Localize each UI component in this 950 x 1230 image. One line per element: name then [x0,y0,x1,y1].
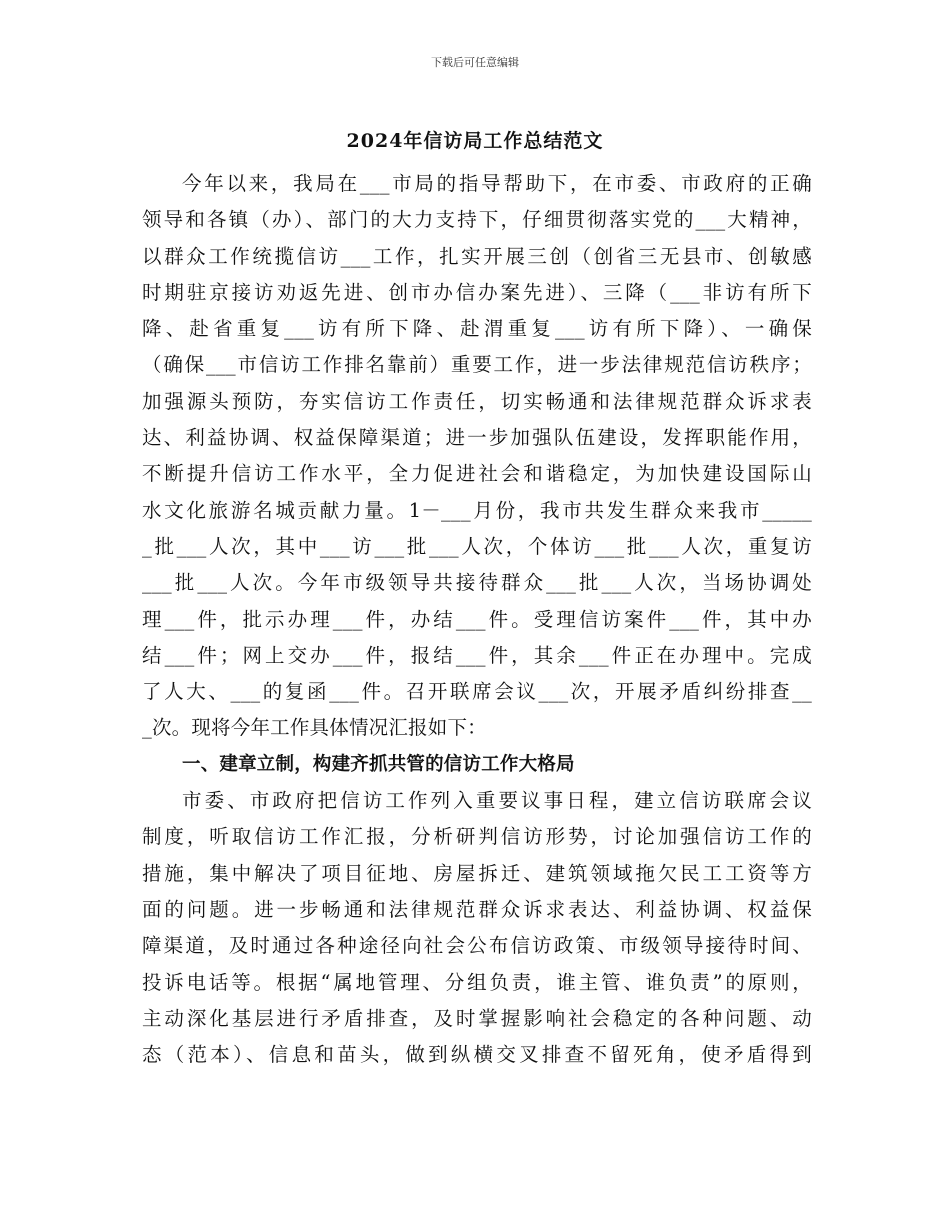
body-line: 了人大、___的复函___件。召开联席会议___次，开展矛盾纠纷排查__ [142,680,812,704]
body-line: 制度，听取信访工作汇报，分析研判信访形势，讨论加强信访工作的 [142,825,812,849]
document-body [142,166,812,1073]
body-line: 时期驻京接访劝返先进、创市办信办案先进）、三降（___非访有所下 [142,280,812,304]
section-heading: 一、建章立制，构建齐抓共管的信访工作大格局 [182,753,575,775]
body-line: _次。现将今年工作具体情况汇报如下： [142,716,487,740]
document-title: 2024年信访局工作总结范文 [346,130,604,152]
body-line: _批___人次，其中___访___批___人次，个体访___批___人次，重复访 [142,534,812,558]
body-line: 理___件，批示办理___件，办结___件。受理信访案件___件，其中办 [142,607,812,631]
body-line: 今年以来，我局在___市局的指导帮助下，在市委、市政府的正确 [182,172,812,195]
body-line: 以群众工作统揽信访___工作，扎实开展三创（创省三无县市、创敏感 [142,244,812,268]
body-line: 态（范本）、信息和苗头，做到纵横交叉排查不留死角，使矛盾得到 [142,1043,812,1067]
body-line: 主动深化基层进行矛盾排查，及时掌握影响社会稳定的各种问题、动 [142,1006,812,1030]
body-line: 领导和各镇（办）、部门的大力支持下，仔细贯彻落实党的___大精神， [142,208,812,232]
body-line: 面的问题。进一步畅通和法律规范群众诉求表达、利益协调、权益保 [142,897,812,921]
body-line: 障渠道，及时通过各种途径向社会公布信访政策、市级领导接待时间、 [142,934,812,958]
body-line: 降、赴省重复___访有所下降、赴渭重复___访有所下降）、一确保 [142,317,812,341]
body-line: （确保___市信访工作排名靠前）重要工作，进一步法律规范信访秩序； [142,353,812,377]
body-line: 加强源头预防，夯实信访工作责任，切实畅通和法律规范群众诉求表 [142,389,812,413]
body-line: 结___件；网上交办___件，报结___件，其余___件正在办理中。完成 [142,643,812,667]
body-line: 措施，集中解决了项目征地、房屋拆迁、建筑领域拖欠民工工资等方 [142,861,812,885]
body-line: 达、利益协调、权益保障渠道；进一步加强队伍建设，发挥职能作用， [142,426,812,450]
body-line: 投诉电话等。根据“属地管理、分组负责，谁主管、谁负责”的原则， [142,970,812,994]
page-header-note: 下载后可任意编辑 [431,56,519,69]
body-line: 不断提升信访工作水平，全力促进社会和谐稳定，为加快建设国际山 [142,462,812,486]
body-line: 水文化旅游名城贡献力量。1－___月份，我市共发生群众来我市_____ [142,498,812,522]
body-line: ___批___人次。今年市级领导共接待群众___批___人次，当场协调处 [142,571,812,595]
body-line: 市委、市政府把信访工作列入重要议事日程，建立信访联席会议 [182,789,812,813]
